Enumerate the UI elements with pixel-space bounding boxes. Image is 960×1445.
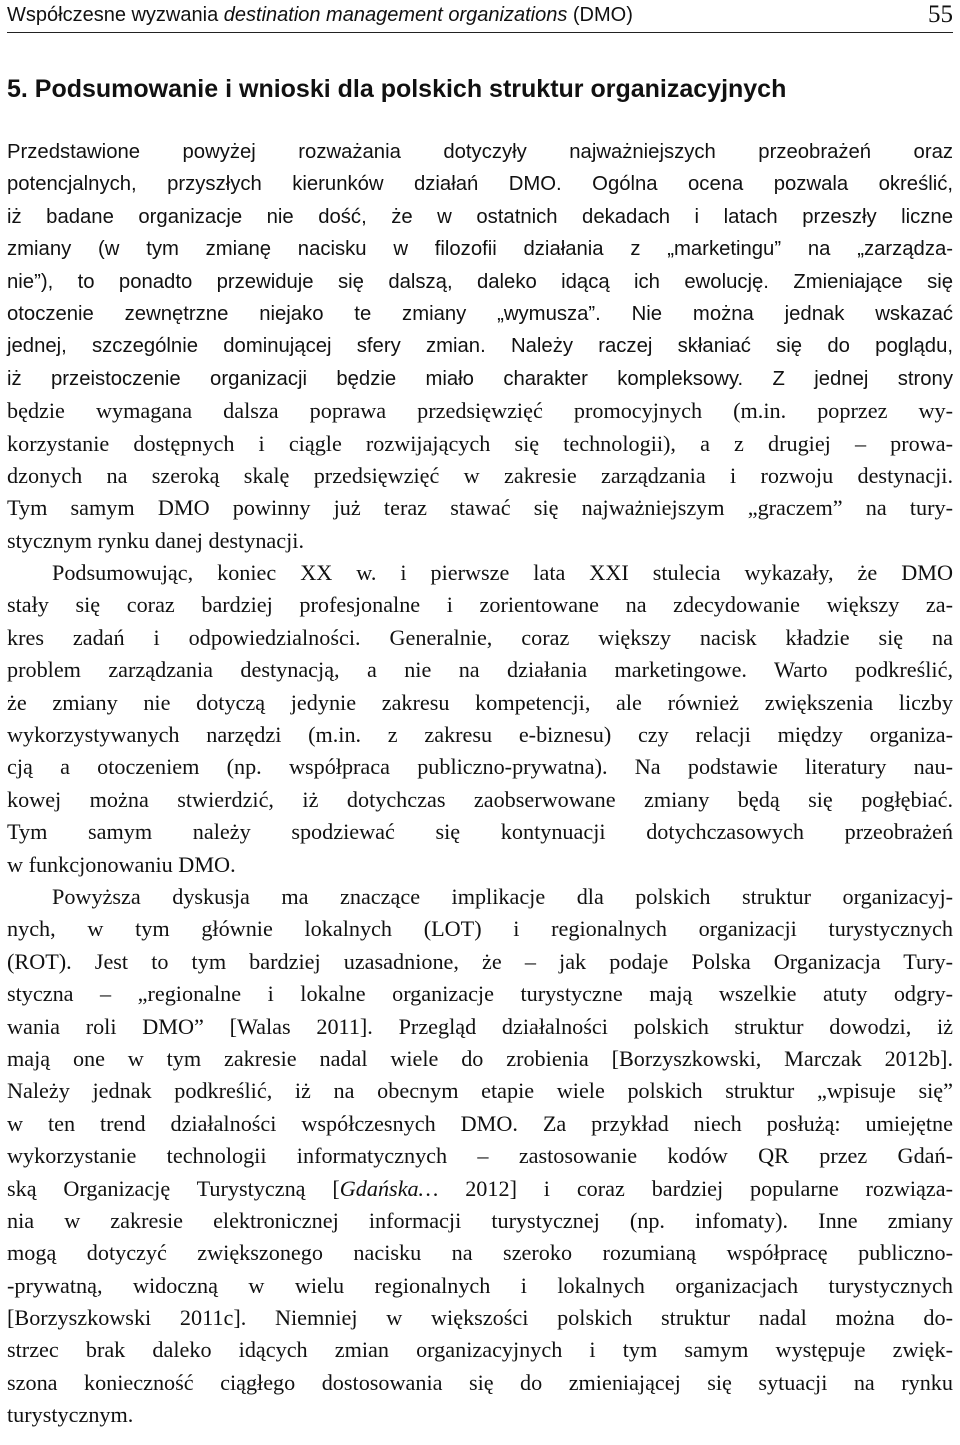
text-line: [7, 363, 953, 395]
text-line: mają one w tym zakresie nadal wiele do zrobienia [Borzyszkowski, Marczak 2012b].: [7, 1045, 953, 1071]
document-page: [7, 0, 953, 1432]
text-line: wania roli DMO” [Walas 2011]. Przegląd działalności polskich struktur dowodzi, iż: [7, 1013, 953, 1039]
text-line: turystycznym.: [7, 1402, 134, 1428]
text-line: kowej można stwierdzić, iż dotychczas zaobserwowane zmiany będą się pogłębiać.: [7, 786, 953, 812]
section-title: 5. Podsumowanie i wnioski dla polskich struktur organizacyjnych: [7, 75, 787, 103]
text-segment: 2012] i coraz bardziej popularne rozwiąza-: [438, 1175, 953, 1201]
text-line: Należy jednak podkreślić, iż na obecnym etapie wiele polskich struktur „wpisuje się”: [7, 1078, 953, 1104]
text-line: że zmiany nie dotyczą jedynie zakresu kompetencji, ale również zwiększenia liczby: [7, 689, 953, 715]
body-text-serif: [7, 557, 953, 1432]
text-line: [7, 298, 953, 330]
text-line: (ROT). Jest to tym bardziej uzasadnione, że – jak podaje Polska Organizacja Tury-: [7, 948, 953, 974]
text-line: nia w zakresie elektronicznej informacji turystycznej (np. infomaty). Inne zmiany: [7, 1207, 953, 1233]
text-segment: nie”), to ponadto przewiduje się dalszą, daleko idącą ich ewolucję.: [7, 270, 769, 293]
text-line: Przedstawione powyżej rozważania dotyczyły najważniejszych przeobrażeń oraz: [7, 141, 953, 163]
text-line: Tym samym należy spodziewać się kontynuacji dotychczasowych przeobrażeń: [7, 819, 953, 845]
text-line: będzie wymagana dalsza poprawa przedsięwzięć promocyjnych (m.in. poprzez wy-: [7, 398, 953, 424]
text-line: [7, 266, 953, 298]
text-line: Tym samym DMO powinny już teraz stawać się najważniejszym „graczem” na tury-: [7, 495, 953, 521]
journal-title-plain: Współczesne wyzwania: [7, 4, 219, 26]
text-line: strzec brak daleko idących zmian organizacyjnych i tym samym występuje zwięk-: [7, 1337, 953, 1363]
journal-title: [7, 0, 633, 30]
journal-title-italic: destination management organizations: [223, 4, 568, 26]
text-line: szona konieczność ciągłego dostosowania się do zmieniającej się sytuacji na rynku: [7, 1369, 953, 1395]
citation-italic: Gdańska…: [339, 1175, 439, 1201]
text-line: styczna – „regionalne i lokalne organizacje turystyczne mają wszelkie atuty odgry-: [7, 981, 953, 1007]
journal-title-suffix: (DMO): [572, 4, 633, 26]
running-header: [7, 0, 953, 33]
text-segment: Ogólna ocena pozwala określić,: [592, 173, 954, 196]
text-segment: Z jednej strony: [772, 367, 953, 390]
text-line: mogą dotyczyć zwiększonego nacisku na szeroko rozumianą współpracę publiczno-: [7, 1240, 953, 1266]
text-line: wykorzystywanych narzędzi (m.in. z zakresu e-biznesu) czy relacji między organiza-: [7, 722, 953, 748]
text-line: [Borzyszkowski 2011c]. Niemniej w większości polskich struktur nadal można do-: [7, 1305, 953, 1331]
text-segment: jednej, szczególnie dominującej sfery zmian.: [7, 335, 486, 358]
text-line: Podsumowując, koniec XX w. i pierwsze lata XXI stulecia wykazały, że DMO: [52, 560, 953, 586]
text-line: nych, w tym głównie lokalnych (LOT) i regionalnych organizacji turystycznych: [7, 916, 953, 942]
text-line: stycznym rynku danej destynacji.: [7, 527, 304, 553]
text-segment: otoczenie zewnętrzne niejako te zmiany „wymusza”.: [7, 302, 601, 325]
text-segment: potencjalnych, przyszłych kierunków działań DMO.: [7, 173, 562, 196]
text-line: cją a otoczeniem (np. współpraca publiczno-prywatna). Na podstawie literatury nau-: [7, 754, 953, 780]
text-line: dzonych na szeroką skalę przedsięwzięć w zakresie zarządzania i rozwoju destynacji.: [7, 462, 953, 488]
text-line: w funkcjonowaniu DMO.: [7, 851, 236, 877]
body-text: [7, 136, 953, 557]
text-line: wykorzystanie technologii informatycznych – zastosowanie kodów QR przez Gdań-: [7, 1143, 953, 1169]
text-line: -prywatną, widoczną w wielu regionalnych i lokalnych organizacjach turystycznych: [7, 1272, 953, 1298]
text-line: [7, 1173, 953, 1205]
page-number: 55: [928, 1, 953, 28]
text-segment: iż przeistoczenie organizacji będzie miało charakter kompleksowy.: [7, 367, 744, 390]
text-line: kres zadań i odpowiedzialności. Generalnie, coraz większy nacisk kładzie się na: [7, 624, 953, 650]
text-segment: ską Organizację Turystyczną [: [7, 1175, 340, 1201]
text-segment: Należy raczej skłaniać się do poglądu,: [511, 335, 953, 358]
text-line: zmiany (w tym zmianę nacisku w filozofii działania z „marketingu” na „zarządza-: [7, 238, 953, 261]
text-segment: Nie można jednak wskazać: [631, 302, 954, 325]
text-line: stały się coraz bardziej profesjonalne i zorientowane na zdecydowanie większy za-: [7, 592, 953, 618]
text-line: [7, 168, 953, 200]
text-line: [7, 330, 953, 362]
text-line: problem zarządzania destynacją, a nie na działania marketingowe. Warto podkreślić,: [7, 657, 953, 683]
text-line: iż badane organizacje nie dość, że w ostatnich dekadach i latach przeszły liczne: [7, 205, 953, 228]
text-line: korzystanie dostępnych i ciągle rozwijających się technologii), a z drugiej – prowa-: [7, 430, 953, 456]
text-line: w ten trend działalności współczesnych DMO. Za przykład niech posłużą: umiejętne: [7, 1110, 953, 1136]
text-segment: Zmieniające się: [793, 270, 953, 293]
text-line: Powyższa dyskusja ma znaczące implikacje dla polskich struktur organizacyj-: [52, 883, 953, 909]
